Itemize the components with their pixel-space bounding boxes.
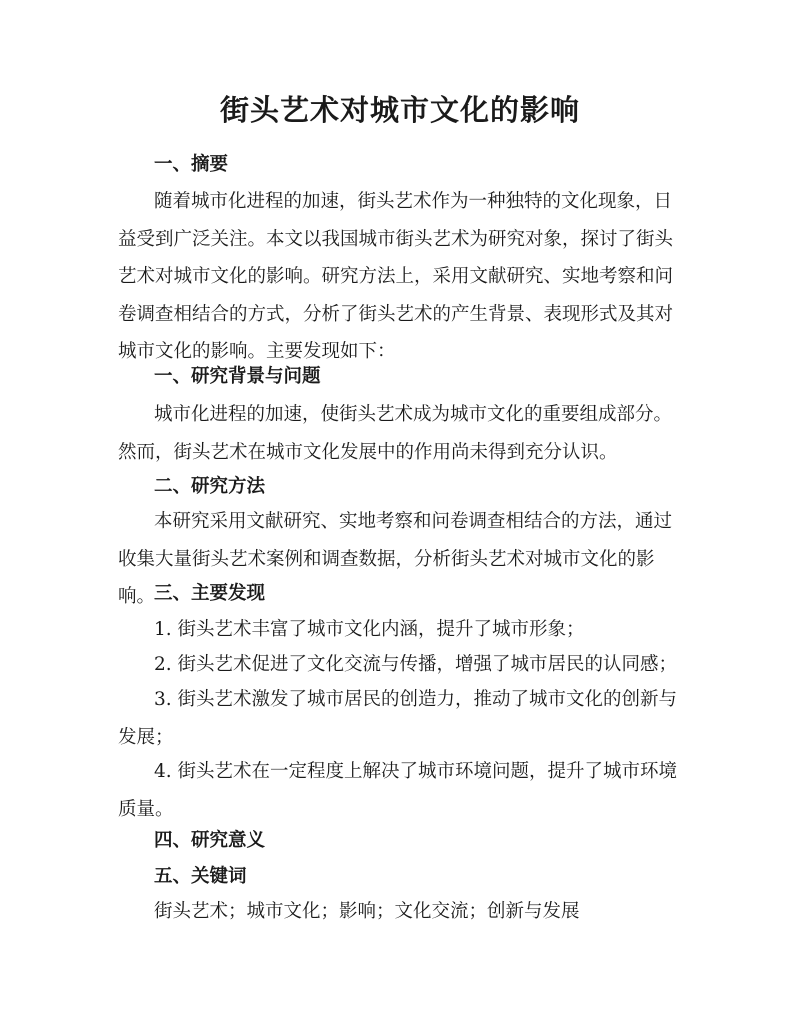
methods-paragraph: 本研究采用文献研究、实地考察和问卷调查相结合的方法，通过收集大量街头艺术案例和调查数据，分析街头艺术对城市文化的影响。 [118, 511, 673, 607]
finding-item-3: 3. 街头艺术激发了城市居民的创造力，推动了城市文化的创新与发展； [118, 689, 678, 748]
methods-heading: 二、研究方法 [154, 476, 266, 497]
background-heading: 一、研究背景与问题 [154, 366, 321, 387]
significance-heading: 四、研究意义 [154, 830, 266, 851]
finding-item-1: 1. 街头艺术丰富了城市文化内涵，提升了城市形象； [154, 619, 585, 640]
background-paragraph: 城市化进程的加速，使街头艺术成为城市文化的重要组成部分。然而，街头艺术在城市文化发展中的作用尚未得到充分认识。 [118, 404, 673, 463]
keywords-heading: 五、关键词 [154, 866, 247, 887]
keywords-text: 街头艺术；城市文化；影响；文化交流；创新与发展 [154, 901, 580, 922]
abstract-paragraph: 随着城市化进程的加速，街头艺术作为一种独特的文化现象，日益受到广泛关注。本文以我国城市街头艺术为研究对象，探讨了街头艺术对城市文化的影响。研究方法上，采用文献研究、实地考察和问卷调查相结合的方式，分析了街头艺术的产生背景、表现形式及其对城市文化的影响。主要发现如下： [118, 191, 674, 362]
finding-item-2: 2. 街头艺术促进了文化交流与传播，增强了城市居民的认同感； [154, 654, 678, 675]
findings-heading: 三、主要发现 [154, 583, 266, 604]
finding-item-4: 4. 街头艺术在一定程度上解决了城市环境问题，提升了城市环境质量。 [118, 761, 678, 820]
abstract-heading: 一、摘要 [154, 154, 229, 175]
document-title: 街头艺术对城市文化的影响 [219, 93, 580, 127]
